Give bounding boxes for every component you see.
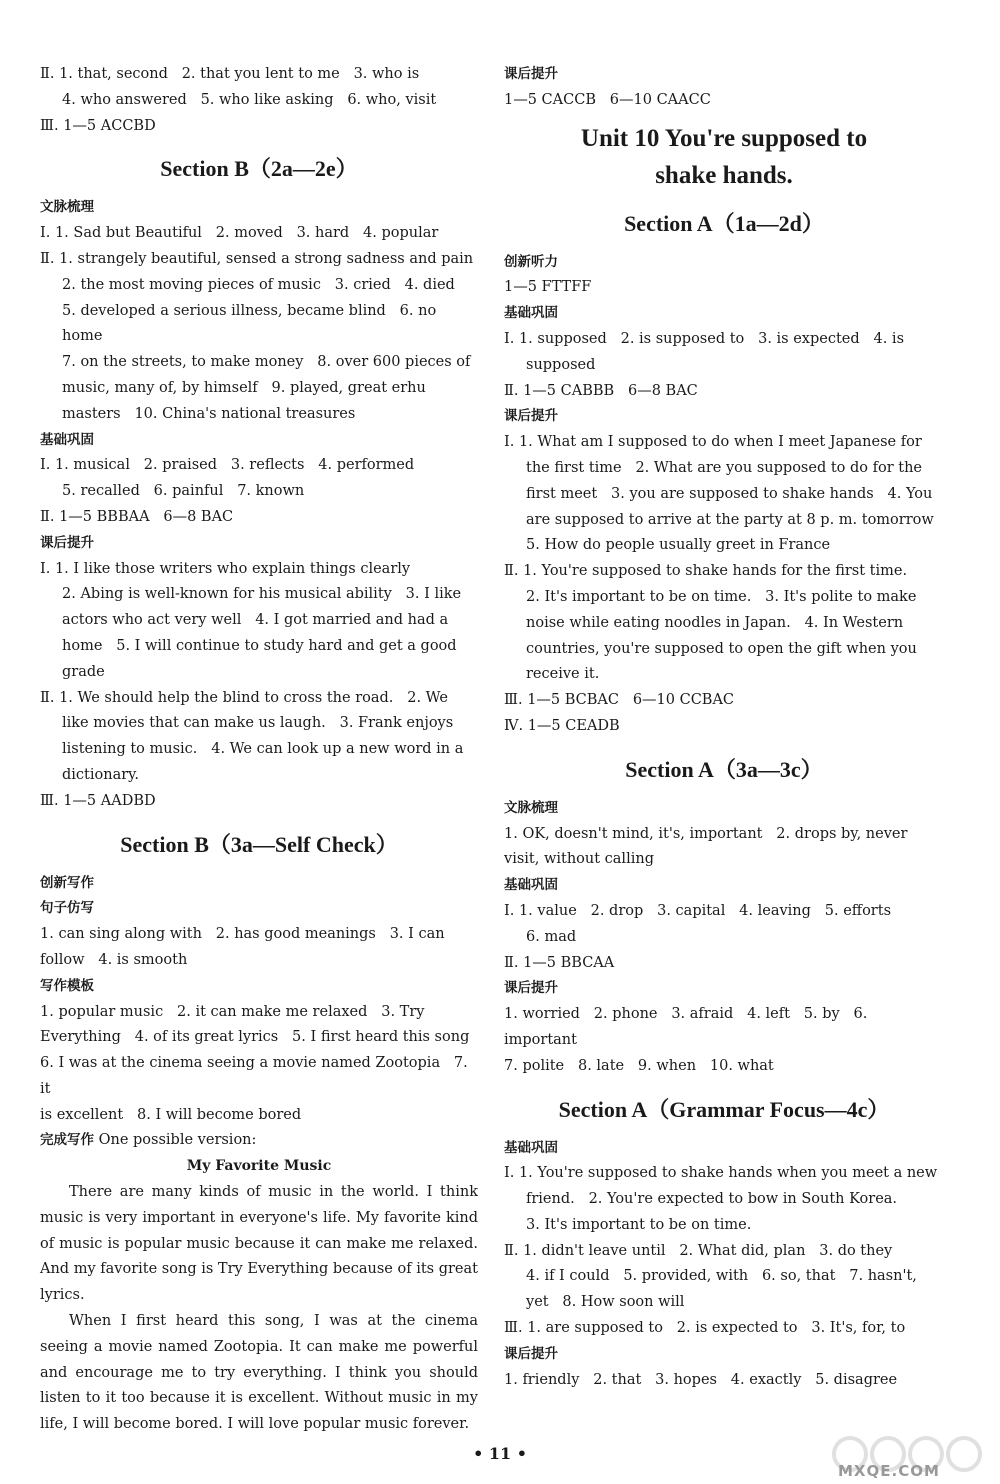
subsection-heading: 完成写作 xyxy=(40,1132,94,1149)
unit-title-line: Unit 10 You're supposed to xyxy=(580,124,868,152)
subsection-heading: 课后提升 xyxy=(40,534,94,551)
answer-line: Ⅱ. 1—5 BBBAA 6—8 BAC xyxy=(40,508,234,525)
answer-line: 6. I was at the cinema seeing a movie named Zootopia 7. it xyxy=(40,1055,473,1097)
answer-line: 1. can sing along with 2. has good meanings 3. I can xyxy=(40,926,445,943)
answer-line: Ⅱ. 1. that, second 2. that you lent to me 3. who is xyxy=(40,66,420,82)
answer-line: 1—5 CACCB 6—10 CAACC xyxy=(504,91,711,108)
unit-title xyxy=(504,120,944,194)
subsection-heading: 句子仿写 xyxy=(40,900,94,917)
answer-line: Ⅱ. 1. didn't leave until 2. What did, plan 3. do they xyxy=(504,1242,893,1259)
answer-line: music, many of, by himself 9. played, great erhu xyxy=(62,379,426,396)
answer-line: home 5. I will continue to study hard and get a good xyxy=(62,637,457,654)
section-title: Section B（3a—Self Check） xyxy=(120,831,398,857)
answer-line: Ⅲ. 1—5 BCBAC 6—10 CCBAC xyxy=(504,692,735,709)
answer-line: 2. the most moving pieces of music 3. cried 4. died xyxy=(62,276,455,293)
answer-line: Ⅲ. 1. are supposed to 2. is expected to 3. It's, for, to xyxy=(504,1320,906,1337)
answer-line: Ⅱ. 1—5 CABBB 6—8 BAC xyxy=(504,382,698,399)
watermark-url: MXQE.COM xyxy=(838,1462,940,1480)
section-title: Section A（Grammar Focus—4c） xyxy=(558,1096,890,1122)
answer-line: Ⅱ. 1. strangely beautiful, sensed a strong sadness and pain xyxy=(40,250,474,267)
answer-line: 5. recalled 6. painful 7. known xyxy=(62,483,305,500)
answer-line: follow 4. is smooth xyxy=(40,951,188,968)
section-title: Section A（3a—3c） xyxy=(625,756,823,782)
answer-line: 1. OK, doesn't mind, it's, important 2. drops by, never xyxy=(504,825,908,842)
answer-line: Ⅰ. 1. You're supposed to shake hands when you meet a new xyxy=(504,1165,938,1182)
answer-line: yet 8. How soon will xyxy=(526,1294,685,1311)
answer-line: noise while eating noodles in Japan. 4. In Western xyxy=(526,614,904,631)
answer-line: Ⅰ. 1. What am I supposed to do when I meet Japanese for xyxy=(504,434,922,451)
subsection-heading: 基础巩固 xyxy=(504,305,558,322)
answer-line: 2. Abing is well-known for his musical ability 3. I like xyxy=(62,586,462,603)
answer-line: Ⅲ. 1—5 ACCBD xyxy=(40,117,156,134)
writing-intro-text: One possible version: xyxy=(94,1132,257,1149)
answer-line: 5. How do people usually greet in France xyxy=(526,537,831,554)
answer-line: 7. polite 8. late 9. when 10. what xyxy=(504,1057,774,1074)
subsection-heading: 写作模板 xyxy=(40,977,94,994)
answer-line: listening to music. 4. We can look up a new word in a xyxy=(62,741,464,758)
section-title: Section B（2a—2e） xyxy=(160,156,358,182)
answer-line: first meet 3. you are supposed to shake hands 4. You xyxy=(526,485,933,502)
answer-line: visit, without calling xyxy=(504,851,654,868)
answer-line: actors who act very well 4. I got married and had a xyxy=(62,612,449,629)
answer-line: Ⅲ. 1—5 AADBD xyxy=(40,792,156,809)
answer-line: 6. mad xyxy=(526,928,577,945)
answer-line: are supposed to arrive at the party at 8 p. m. tomorrow xyxy=(526,511,934,528)
unit-title-line: shake hands. xyxy=(655,161,793,189)
answer-line: 2. It's important to be on time. 3. It's polite to make xyxy=(526,588,917,605)
subsection-heading: 基础巩固 xyxy=(504,1139,558,1156)
essay-paragraph: When I first heard this song, I was at the cinema seeing a movie named Zootopia. It can make me powerful and encourage me to try everything. I think you should listen to it too because it is excellent. Without music in my life, I will become bored. I will love popular music forever. xyxy=(40,1313,478,1433)
subsection-heading: 基础巩固 xyxy=(504,877,558,894)
answer-line: like movies that can make us laugh. 3. Frank enjoys xyxy=(62,715,454,732)
essay-paragraph: There are many kinds of music in the world. I think music is very important in everyone's life. My favorite kind of music is popular music because it can make me relaxed. And my favorite song is Try Everything because of its great lyrics. xyxy=(40,1184,478,1304)
answer-line: Ⅳ. 1—5 CEADB xyxy=(504,717,620,734)
answer-line: supposed xyxy=(526,356,596,373)
answer-line: Ⅱ. 1. You're supposed to shake hands for the first time. xyxy=(504,563,908,580)
answer-line: dictionary. xyxy=(62,766,140,783)
answer-line: Ⅱ. 1—5 BBCAA xyxy=(504,954,615,971)
answer-line: Ⅱ. 1. We should help the blind to cross the road. 2. We xyxy=(40,689,448,706)
answer-line: Everything 4. of its great lyrics 5. I first heard this song xyxy=(40,1029,470,1046)
subsection-heading: 课后提升 xyxy=(504,66,558,82)
subsection-heading: 课后提升 xyxy=(504,408,558,425)
answer-line: masters 10. China's national treasures xyxy=(62,405,356,422)
answer-line: 7. on the streets, to make money 8. over 600 pieces of xyxy=(62,354,471,371)
page-number: • 11 • xyxy=(473,1444,527,1463)
essay-title: My Favorite Music xyxy=(186,1158,332,1175)
subsection-heading: 创新听力 xyxy=(504,253,558,270)
answer-line: friend. 2. You're expected to bow in South Korea. xyxy=(526,1191,898,1208)
answer-line: the first time 2. What are you supposed to do for the xyxy=(526,459,923,476)
subsection-heading: 课后提升 xyxy=(504,1345,558,1362)
answer-line: 1. worried 2. phone 3. afraid 4. left 5. by 6. important xyxy=(504,1006,872,1048)
answer-line: Ⅰ. 1. value 2. drop 3. capital 4. leaving 5. efforts xyxy=(504,902,892,919)
answer-line: 5. developed a serious illness, became blind 6. no home xyxy=(62,302,441,345)
answer-line: Ⅰ. 1. musical 2. praised 3. reflects 4. performed xyxy=(40,457,415,474)
answer-line: 1—5 FTTFF xyxy=(504,279,592,296)
subsection-heading: 创新写作 xyxy=(40,874,94,891)
answer-line: 4. if I could 5. provided, with 6. so, that 7. hasn't, xyxy=(526,1268,917,1285)
answer-line: 1. popular music 2. it can make me relaxed 3. Try xyxy=(40,1003,425,1020)
subsection-heading: 课后提升 xyxy=(504,980,558,997)
left-column xyxy=(40,62,478,1438)
answer-line: Ⅰ. 1. I like those writers who explain things clearly xyxy=(40,560,411,577)
right-column xyxy=(504,62,944,1393)
subsection-heading: 文脉梳理 xyxy=(40,199,94,216)
answer-line: grade xyxy=(62,663,105,680)
answer-line: 3. It's important to be on time. xyxy=(526,1216,752,1233)
answer-line: is excellent 8. I will become bored xyxy=(40,1106,302,1123)
answer-line: countries, you're supposed to open the gift when you xyxy=(526,640,917,657)
subsection-heading: 文脉梳理 xyxy=(504,799,558,816)
answer-line: Ⅰ. 1. supposed 2. is supposed to 3. is expected 4. is xyxy=(504,330,905,347)
writing-intro xyxy=(40,1128,478,1154)
answer-line: 4. who answered 5. who like asking 6. who, visit xyxy=(62,91,437,108)
subsection-heading: 基础巩固 xyxy=(40,431,94,448)
section-title: Section A（1a—2d） xyxy=(624,210,824,236)
answer-line: 1. friendly 2. that 3. hopes 4. exactly 5. disagree xyxy=(504,1371,898,1388)
answer-line: receive it. xyxy=(526,666,600,683)
answer-line: Ⅰ. 1. Sad but Beautiful 2. moved 3. hard 4. popular xyxy=(40,225,439,242)
